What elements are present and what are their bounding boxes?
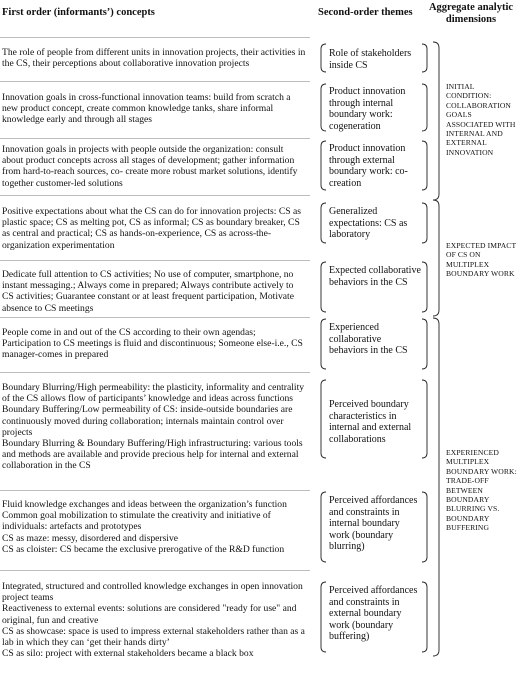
theme-bracket-right (422, 44, 427, 72)
theme-text: Perceived boundary characteristics in internal and external collaborations (329, 399, 412, 445)
dimension-brace (433, 200, 439, 316)
theme-text: Expected collaborative behaviors in the CS (329, 265, 421, 288)
theme-text: Perceived affordances and constraints in internal boundary work (boundary blurring) (329, 495, 418, 553)
dimension-text: EXPECTED IMPACT OF CS ON MULTIPLEX BOUNDARY WORK (446, 241, 517, 279)
theme-bracket-right (422, 492, 427, 562)
header-first-order-concepts: First order (informants’) concepts (2, 7, 155, 18)
concept-text: People come in and out of the CS according to their own agendas; Participation to CS meetings is fluid and discontinuous; Someone else-i.e., CS manager-comes in prepared (2, 327, 303, 361)
theme-bracket (321, 492, 326, 562)
header-aggregate-dimensions: Aggregate analytic dimensions (428, 2, 514, 25)
theme-text: Perceived affordances and constraints in external boundary work (boundary buffering) (329, 585, 418, 643)
concept-text: Boundary Blurring/High permeability: the plasticity, informality and centrality of the CS allows flow of participants’ knowledge and ideas across functions Boundary Buffering/Low permeability of CS: inside-outside boundaries are continuously moved during collaboration; internals maintain control over projects Boundary Blurring & Boundary Buffering/High infrastructuring: various tools and methods are available and provide precious help for internal and external collaboration in the CS (2, 382, 305, 472)
theme-bracket-right (422, 262, 427, 312)
theme-text: Product innovation through internal boundary work: cogeneration (329, 86, 406, 132)
header-second-order-themes: Second-order themes (318, 7, 413, 18)
theme-bracket (321, 319, 326, 369)
theme-bracket-right (422, 141, 427, 190)
theme-bracket (321, 141, 326, 190)
theme-text: Role of stakeholders inside CS (329, 48, 412, 71)
theme-bracket-right (422, 203, 427, 243)
theme-bracket (321, 582, 326, 652)
theme-bracket-right (422, 84, 427, 131)
concept-text: Dedicate full attention to CS activities; No use of computer, smartphone, no instant messaging.; Always come in prepared; Always contribute actively to CS activities; Guarantee constant or at least frequent participation, Motivate absence to CS meetings (2, 269, 294, 314)
theme-text: Product innovation through external boundary work: co-creation (329, 143, 408, 189)
concept-text: Positive expectations about what the CS can do for innovation projects: CS as plastic space; CS as melting pot, CS as informal; CS as boundary breaker, CS as central and practical; CS as hands-on-experience, CS as across-the-organization experimentation (2, 206, 301, 251)
theme-bracket (321, 44, 326, 72)
theme-text: Experienced collaborative behaviors in the CS (329, 322, 408, 357)
theme-bracket (321, 262, 326, 312)
concept-text: Fluid knowledge exchanges and ideas between the organization’s function Common goal mobilization to stimulate the creativity and initiative of individuals: artefacts and prototypes CS as maze: messy, disordered and dispersive CS as cloister: CS became the exclusive prerogative of the R&D function (2, 499, 287, 555)
dimension-text: INITIAL CONDITION: COLLABORATION GOALS ASSOCIATED WITH INTERNAL AND EXTERNAL INNOVATION (446, 82, 516, 157)
theme-bracket (321, 84, 326, 131)
theme-bracket (321, 380, 326, 458)
theme-text: Generalized expectations: CS as laboratory (329, 206, 408, 241)
theme-bracket-right (422, 582, 427, 652)
theme-bracket (321, 203, 326, 243)
concept-text: Integrated, structured and controlled knowledge exchanges in open innovation project teams Reactiveness to external events: solutions are considered "ready for use" and original, fun and creative CS as showcase: space is used to impress external stakeholders rather than as a lab in which they can ‘get their hands dirty’ CS as silo: project with external stakeholders became a black box (2, 581, 305, 660)
theme-bracket-right (422, 319, 427, 369)
concept-text: Innovation goals in projects with people outside the organization: consult about product concepts across all stages of development; gather information from hard-to-reach sources, co- create more robust market solutions, identify together customer-led solutions (2, 144, 298, 189)
theme-bracket-right (422, 380, 427, 458)
dimension-text: EXPERIENCED MULTIPLEX BOUNDARY WORK: TRADE-OFF BETWEEN BOUNDARY BLURRING VS. BOUNDARY BUFFERING (446, 448, 517, 533)
concept-text: The role of people from different units in innovation projects, their activities in the CS, their perceptions about collaborative innovation projects (2, 47, 306, 70)
dimension-brace (433, 42, 439, 200)
concept-text: Innovation goals in cross-functional innovation teams: build from scratch a new product concept, create common knowledge tanks, share informal knowledge early and through all stages (2, 92, 291, 126)
dimension-brace (433, 318, 439, 656)
